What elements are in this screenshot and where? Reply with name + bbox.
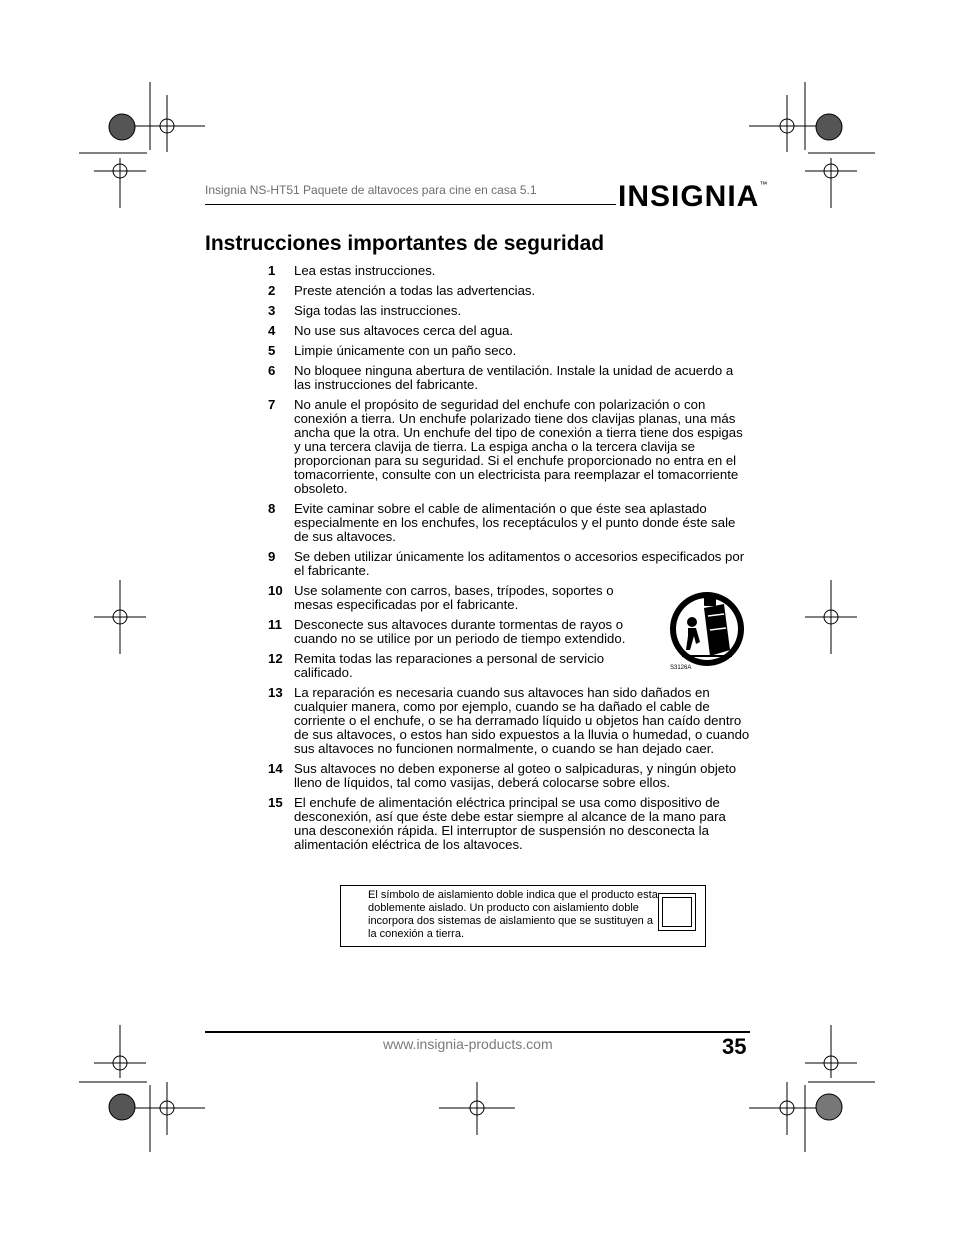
header-divider <box>205 204 616 205</box>
list-item: 3 Siga todas las instrucciones. <box>268 303 462 318</box>
list-item: 13 La reparación es necesaria cuando sus altavoces han sido dañados en cualquier manera, como por ejemplo, cuando se ha dañado el cable de corriente o el enchufe, o se ha derramado líquido u objetos han caído dentro de sus altavoces, o estos han sido expuestos a la lluvia o humedad, o cuando sus altavoces no funcionen normalmente, o cuando se han dejado caer. <box>268 685 750 756</box>
list-item: 10 Use solamente con carros, bases, trípodes, soportes o mesas especificadas por el fabricante. <box>268 583 614 612</box>
section-title: Instrucciones importantes de seguridad <box>205 232 605 255</box>
list-item: 9 Se deben utilizar únicamente los aditamentos o accesorios especificados por el fabricante. <box>268 549 745 578</box>
footer-divider <box>205 1031 750 1033</box>
list-item: 7 No anule el propósito de seguridad del enchufe con polarización o con conexión a tierra. Un enchufe polarizado tiene dos clavijas planas, una más ancha que la otra. Un enchufe del tipo de conexión a tierra tiene dos espigas y una tercera clavija de tierra. La espiga ancha o la tercera clavija se proporcionan para su seguridad. Si el enchufe proporcionado no entra en el tomacorriente, consulte con un electricista para reemplazar el tomacorriente obsoleto. <box>268 397 743 496</box>
list-item: 8 Evite caminar sobre el cable de alimentación o que éste sea aplastado especialmente en los enchufes, los receptáculos y el punto donde éste sale de sus altavoces. <box>268 501 736 544</box>
cart-symbol-label: S3126A <box>670 665 692 671</box>
cart-tipover-warning-icon <box>668 590 746 668</box>
footer-url: www.insignia-products.com <box>383 1036 553 1052</box>
page-number: 35 <box>722 1034 747 1059</box>
safety-instructions-list <box>268 264 750 858</box>
list-item: 12 Remita todas las reparaciones a personal de servicio calificado. <box>268 651 605 680</box>
list-item: 5 Limpie únicamente con un paño seco. <box>268 343 517 358</box>
insulation-note-text: El símbolo de aislamiento doble indica que el producto esta doblemente aislado. Un producto con aislamiento doble incorpora dos sistemas de aislamiento que se sustituyen a la conexión a tierra. <box>368 889 658 940</box>
list-item: 15 El enchufe de alimentación eléctrica principal se usa como dispositivo de desconexión, así que éste debe estar siempre al alcance de la mano para una desconexión rápida. El interruptor de suspensión no desconecta la alimentación eléctrica de los altavoces. <box>268 795 726 852</box>
header-title: Insignia NS-HT51 Paquete de altavoces para cine en casa 5.1 <box>205 183 537 197</box>
double-insulation-inner-square <box>662 897 692 927</box>
list-item: 14 Sus altavoces no deben exponerse al goteo o salpicaduras, y ningún objeto lleno de líquidos, tal como vasijas, deberá colocarse sobre ellos. <box>268 761 737 790</box>
list-item: 2 Preste atención a todas las advertencias. <box>268 283 536 298</box>
list-item: 4 No use sus altavoces cerca del agua. <box>268 323 514 338</box>
list-item: 6 No bloquee ninguna abertura de ventilación. Instale la unidad de acuerdo a las instrucciones del fabricante. <box>268 363 734 392</box>
list-item: 1 Lea estas instrucciones. <box>268 263 436 278</box>
insignia-logo: INSIGNIA™ <box>618 180 769 213</box>
list-item: 11 Desconecte sus altavoces durante tormentas de rayos o cuando no se utilice por un periodo de tiempo extendido. <box>268 617 626 646</box>
